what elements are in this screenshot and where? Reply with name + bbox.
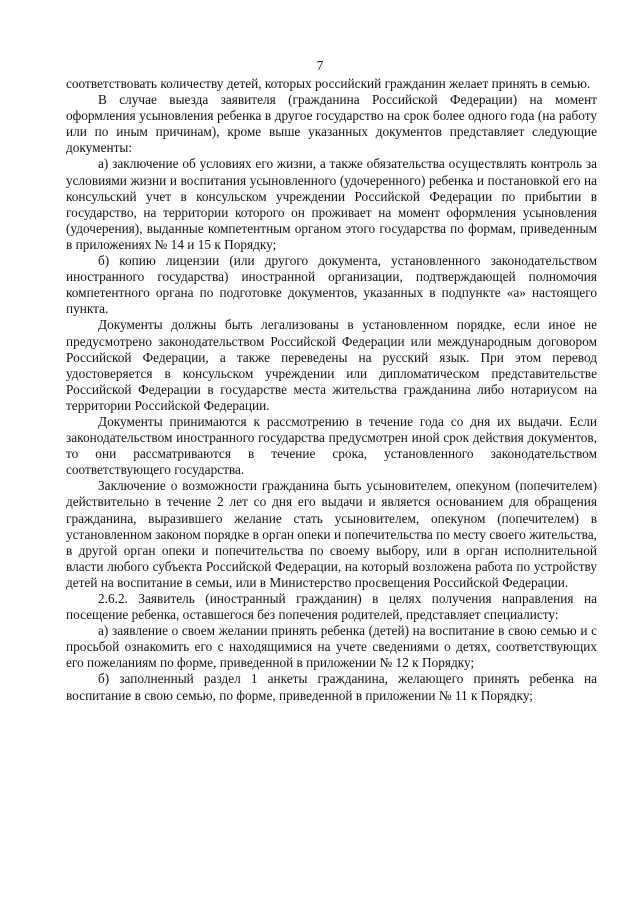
paragraph-section-2-6-2: 2.6.2. Заявитель (иностранный гражданин) в целях получения направления на посещение ребенка, оставшегося без попечения родителей, представляет специалисту: — [66, 591, 597, 623]
paragraph-item-a-application: а) заявление о своем желании принять ребенка (детей) на воспитание в свою семью и с просьбой ознакомить его с находящимися на учете сведениями о детях, соответствующих его пожеланиям по форме, приведенной в приложении № 12 к Порядку; — [66, 623, 597, 671]
paragraph-item-b-questionnaire: б) заполненный раздел 1 анкеты гражданина, желающего принять ребенка на воспитание в свою семью, по форме, приведенной в приложении № 11 к Порядку; — [66, 671, 597, 703]
page-number: 7 — [316, 58, 324, 73]
paragraph-continuation: соответствовать количеству детей, которых российский гражданин желает принять в семью. — [66, 76, 591, 91]
paragraph-legalization: Документы должны быть легализованы в установленном порядке, если иное не предусмотрено законодательством Российской Федерации или международным договором Российской Федерации, а также переведены на русский язык. При этом перевод удостоверяется в консульском учреждении или дипломатическом представительстве Российской Федерации в государстве места жительства гражданина либо нотариусом на территории Российской Федерации. — [66, 317, 597, 413]
paragraph-item-a-living-conditions: а) заключение об условиях его жизни, а также обязательства осуществлять контроль за условиями жизни и воспитания усыновленного (удочеренного) ребенка и постановкой его на консульский учет в консульском учреждении Российской Федерации по прибытии в государство, на территории которого он проживает на момент оформления усыновления (удочерения), выданные компетентным органом этого государства по формам, приведенным в приложениях № 14 и 15 к Порядку; — [66, 156, 597, 252]
paragraph-conclusion-validity: Заключение о возможности гражданина быть усыновителем, опекуном (попечителем) действительно в течение 2 лет со дня его выдачи и является основанием для обращения гражданина, выразившего желание стать усыновителем, опекуном (попечителем) в установленном законом порядке в орган опеки и попечительства по месту своего жительства, в другой орган опеки и попечительства по своему выбору, или в орган исполнительной власти любого субъекта Российской Федерации, на который возложена работа по устройству детей на воспитание в семьи, или в Министерство просвещения Российской Федерации. — [66, 478, 597, 590]
paragraph-document-validity: Документы принимаются к рассмотрению в течение года со дня их выдачи. Если законодательством иностранного государства предусмотрен иной срок действия документов, то они рассматриваются в течение срока, установленного законодательством соответствующего государства. — [66, 413, 597, 478]
document-body — [66, 76, 597, 704]
paragraph-item-b-license-copy: б) копию лицензии (или другого документа, установленного законодательством иностранного государства) иностранной организации, подтверждающей полномочия компетентного органа по подготовке документов, указанных в подпункте «а» настоящего пункта. — [66, 253, 597, 317]
paragraph-departure-case: В случае выезда заявителя (гражданина Российской Федерации) на момент оформления усыновления ребенка в другое государство на срок более одного года (на работу или по иным причинам), кроме выше указанных документов представляет следующие документы: — [66, 92, 597, 156]
